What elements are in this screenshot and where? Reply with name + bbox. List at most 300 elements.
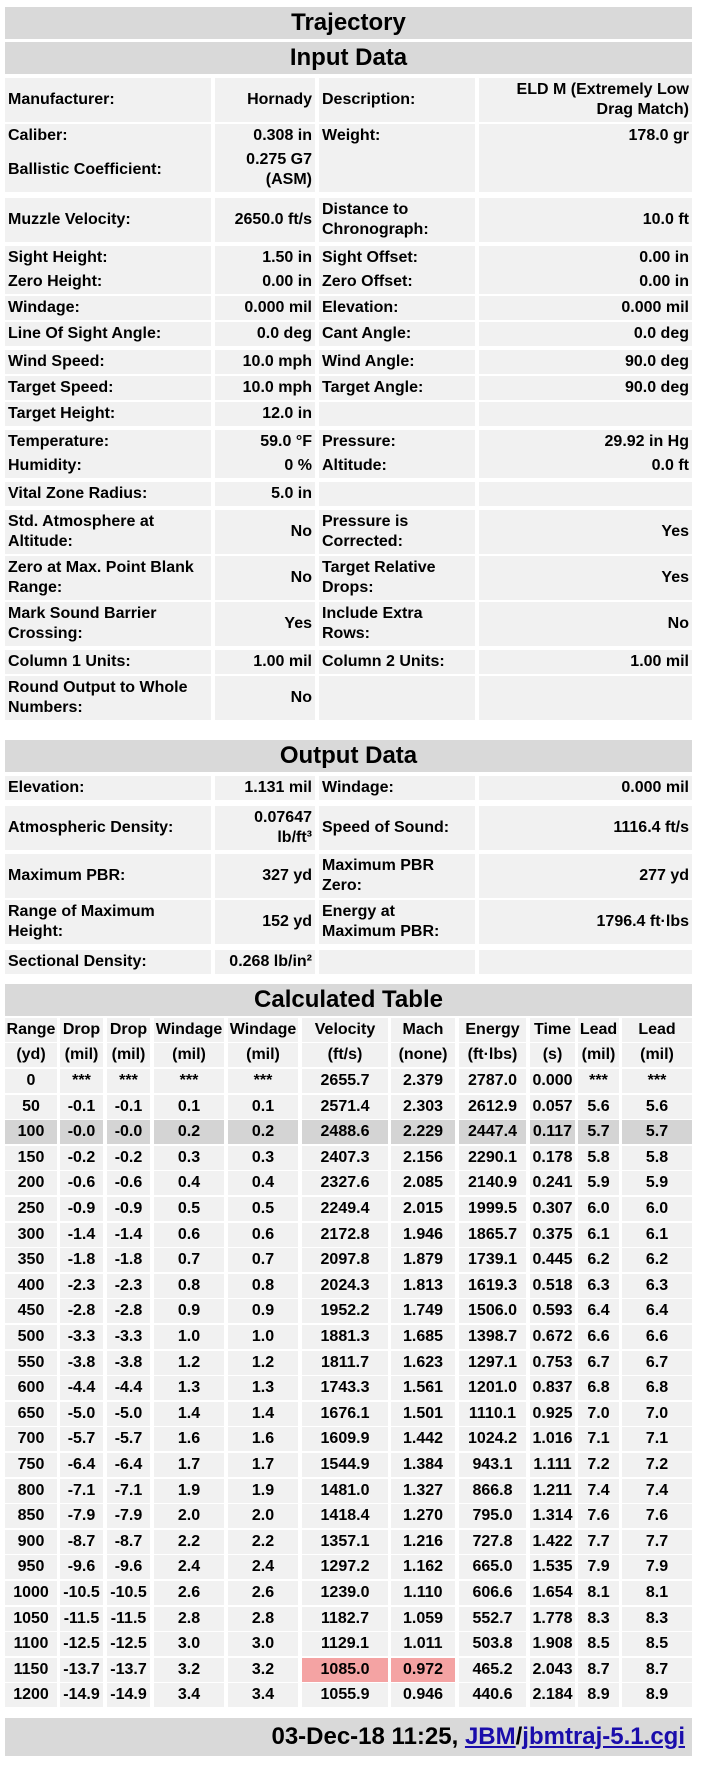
field-label-text: Line Of Sight Angle: — [8, 325, 162, 342]
field-value — [215, 510, 315, 554]
field-label — [5, 854, 211, 898]
field-label — [5, 950, 211, 974]
table-cell: 2.0 — [154, 1504, 224, 1528]
table-cell: 1.813 — [391, 1274, 455, 1298]
field-label — [319, 806, 475, 850]
table-cell: -10.5 — [60, 1581, 103, 1605]
table-cell: 0.518 — [530, 1274, 575, 1298]
table-row — [5, 1581, 692, 1605]
field-value-text: 1.50 in — [262, 249, 312, 266]
field-label-text: Windage: — [8, 299, 80, 316]
table-cell: -2.3 — [107, 1274, 150, 1298]
table-cell: 1.110 — [391, 1581, 455, 1605]
table-cell: 1.3 — [228, 1376, 298, 1400]
field-label — [5, 676, 211, 720]
field-value — [479, 148, 692, 192]
jbm-link[interactable]: JBM — [464, 1723, 516, 1750]
table-row — [5, 1402, 692, 1426]
column-header: Mach — [391, 1018, 455, 1042]
field-label — [319, 482, 475, 506]
table-cell: 3.2 — [154, 1658, 224, 1682]
field-label-text: Altitude: — [322, 457, 387, 474]
table-cell: -2.8 — [107, 1299, 150, 1323]
field-value — [479, 602, 692, 646]
table-cell: 6.8 — [622, 1376, 692, 1400]
table-cell: 2787.0 — [459, 1069, 526, 1093]
table-cell: 0.925 — [530, 1402, 575, 1426]
table-cell: 1.059 — [391, 1607, 455, 1631]
field-value — [215, 776, 315, 800]
column-header: Energy — [459, 1018, 526, 1042]
table-cell: 3.0 — [154, 1632, 224, 1656]
table-cell: *** — [578, 1069, 619, 1093]
field-label — [5, 806, 211, 850]
table-units-row — [5, 1043, 692, 1067]
input-row — [5, 350, 692, 374]
table-cell: 795.0 — [459, 1504, 526, 1528]
field-label-text: Ballistic Coefficient: — [8, 161, 162, 178]
field-label — [319, 402, 475, 426]
table-cell: 6.8 — [578, 1376, 619, 1400]
table-cell: 0.8 — [154, 1274, 224, 1298]
field-label-text: Include Extra Rows: — [322, 605, 423, 642]
table-cell: 0.5 — [228, 1197, 298, 1221]
table-cell: -9.6 — [107, 1555, 150, 1579]
table-cell: -3.8 — [107, 1351, 150, 1375]
table-cell: 8.9 — [622, 1683, 692, 1707]
field-value — [479, 78, 692, 122]
field-label — [319, 270, 475, 294]
table-cell: 2.6 — [154, 1581, 224, 1605]
input-row — [5, 650, 692, 674]
table-cell: 2.015 — [391, 1197, 455, 1221]
field-label — [319, 950, 475, 974]
input-data-heading-text: Input Data — [289, 44, 408, 71]
table-cell: 1129.1 — [302, 1632, 388, 1656]
table-cell: 2140.9 — [459, 1171, 526, 1195]
table-cell: 7.2 — [578, 1453, 619, 1477]
page-title-text: Trajectory — [291, 9, 406, 36]
table-cell: -10.5 — [107, 1581, 150, 1605]
calculated-table-heading-text: Calculated Table — [254, 986, 443, 1013]
field-value — [215, 676, 315, 720]
field-value-text: 0.0 ft — [651, 457, 689, 474]
field-label — [5, 376, 211, 400]
table-cell: -1.4 — [60, 1223, 103, 1247]
table-cell: 1.4 — [154, 1402, 224, 1426]
table-cell: -2.3 — [60, 1274, 103, 1298]
table-cell: 665.0 — [459, 1555, 526, 1579]
table-cell: 1.011 — [391, 1632, 455, 1656]
column-header: (mil) — [228, 1043, 298, 1067]
field-label — [319, 900, 475, 944]
table-cell: -8.7 — [60, 1530, 103, 1554]
field-value-text: 277 yd — [639, 867, 689, 884]
table-cell: -11.5 — [60, 1607, 103, 1631]
table-cell: 800 — [5, 1479, 57, 1503]
table-cell: -0.1 — [107, 1095, 150, 1119]
table-row — [5, 1530, 692, 1554]
field-label-text: Wind Speed: — [8, 353, 105, 370]
table-cell: 2612.9 — [459, 1095, 526, 1119]
table-cell: -0.2 — [60, 1146, 103, 1170]
field-label-text: Vital Zone Radius: — [8, 485, 148, 502]
column-header: Range — [5, 1018, 57, 1042]
table-cell: 6.7 — [622, 1351, 692, 1375]
input-row — [5, 78, 692, 122]
table-cell: 1.9 — [154, 1479, 224, 1503]
table-cell: 1.327 — [391, 1479, 455, 1503]
table-row — [5, 1453, 692, 1477]
field-label-text: Maximum PBR Zero: — [322, 857, 435, 894]
output-row — [5, 806, 692, 850]
input-row — [5, 430, 692, 454]
field-label-text: Maximum PBR: — [8, 867, 126, 884]
table-cell: -7.9 — [60, 1504, 103, 1528]
table-cell: 552.7 — [459, 1607, 526, 1631]
field-label-text: Elevation: — [322, 299, 399, 316]
field-label — [5, 124, 211, 148]
table-cell: -7.1 — [107, 1479, 150, 1503]
table-cell: 1000 — [5, 1581, 57, 1605]
table-cell: 6.3 — [578, 1274, 619, 1298]
field-label-text: Temperature: — [8, 433, 110, 450]
field-value-text: 0.0 deg — [633, 325, 689, 342]
table-cell: 2.303 — [391, 1095, 455, 1119]
table-cell: 1182.7 — [302, 1607, 388, 1631]
field-value — [479, 376, 692, 400]
field-value — [215, 376, 315, 400]
field-value-text: 0.000 mil — [621, 299, 689, 316]
field-value-text: 0.308 in — [253, 127, 312, 144]
field-label — [319, 776, 475, 800]
table-cell: 0.972 — [391, 1658, 455, 1682]
table-cell: 900 — [5, 1530, 57, 1554]
column-header: Lead — [622, 1018, 692, 1042]
table-cell: 8.1 — [578, 1581, 619, 1605]
table-cell: 150 — [5, 1146, 57, 1170]
table-cell: -3.3 — [107, 1325, 150, 1349]
footer-date: 03-Dec-18 11:25, — [271, 1723, 459, 1750]
table-cell: 50 — [5, 1095, 57, 1119]
field-value-text: 90.0 deg — [624, 353, 689, 370]
field-value — [479, 430, 692, 454]
table-cell: 400 — [5, 1274, 57, 1298]
field-label — [319, 430, 475, 454]
table-row — [5, 1479, 692, 1503]
table-cell: 440.6 — [459, 1683, 526, 1707]
table-cell: 7.7 — [622, 1530, 692, 1554]
field-label-text: Description: — [322, 91, 416, 108]
field-value-text: 5.0 in — [271, 485, 312, 502]
table-cell: -5.0 — [107, 1402, 150, 1426]
table-cell: 7.2 — [622, 1453, 692, 1477]
table-cell: 6.4 — [578, 1299, 619, 1323]
field-value — [215, 482, 315, 506]
table-cell: 0.5 — [154, 1197, 224, 1221]
table-cell: 0.4 — [154, 1171, 224, 1195]
field-value — [479, 806, 692, 850]
table-cell: 2.184 — [530, 1683, 575, 1707]
table-row — [5, 1683, 692, 1707]
table-cell: -3.8 — [60, 1351, 103, 1375]
table-cell: 6.2 — [622, 1248, 692, 1272]
column-header: Windage — [154, 1018, 224, 1042]
table-cell: 1024.2 — [459, 1427, 526, 1451]
table-cell: 700 — [5, 1427, 57, 1451]
output-row — [5, 900, 692, 944]
table-cell: 2327.6 — [302, 1171, 388, 1195]
table-cell: 8.9 — [578, 1683, 619, 1707]
table-cell: 2.085 — [391, 1171, 455, 1195]
table-row — [5, 1274, 692, 1298]
field-value-text: 0.07647 lb/ft³ — [254, 809, 312, 846]
input-row — [5, 246, 692, 270]
field-label — [319, 454, 475, 478]
table-cell: 1.6 — [154, 1427, 224, 1451]
table-cell: 2.043 — [530, 1658, 575, 1682]
input-row — [5, 124, 692, 148]
table-cell: 1297.1 — [459, 1351, 526, 1375]
table-cell: 1.501 — [391, 1402, 455, 1426]
table-cell: 1.422 — [530, 1530, 575, 1554]
table-cell: 1.384 — [391, 1453, 455, 1477]
table-cell: -5.7 — [107, 1427, 150, 1451]
table-cell: 1.211 — [530, 1479, 575, 1503]
table-cell: 8.3 — [622, 1607, 692, 1631]
column-header: (mil) — [60, 1043, 103, 1067]
table-cell: 950 — [5, 1555, 57, 1579]
table-cell: 7.6 — [622, 1504, 692, 1528]
field-label — [319, 854, 475, 898]
table-cell: 2.6 — [228, 1581, 298, 1605]
table-cell: -5.0 — [60, 1402, 103, 1426]
field-value — [479, 556, 692, 600]
field-value-text: 29.92 in Hg — [604, 433, 689, 450]
table-cell: 2407.3 — [302, 1146, 388, 1170]
table-cell: 3.0 — [228, 1632, 298, 1656]
table-cell: -14.9 — [60, 1683, 103, 1707]
table-cell: 0.3 — [228, 1146, 298, 1170]
table-cell: *** — [154, 1069, 224, 1093]
output-row — [5, 776, 692, 800]
table-cell: 1.623 — [391, 1351, 455, 1375]
table-cell: -7.1 — [60, 1479, 103, 1503]
column-header: Windage — [228, 1018, 298, 1042]
field-value — [215, 454, 315, 478]
table-header-row — [5, 1018, 692, 1042]
field-label-text: Atmospheric Density: — [8, 819, 174, 836]
input-row — [5, 402, 692, 426]
table-cell: -13.7 — [107, 1658, 150, 1682]
field-label-text: Pressure is Corrected: — [322, 513, 409, 550]
field-label — [5, 556, 211, 600]
table-cell: -14.9 — [107, 1683, 150, 1707]
table-cell: 7.0 — [578, 1402, 619, 1426]
table-cell: -0.6 — [107, 1171, 150, 1195]
field-label — [319, 602, 475, 646]
table-cell: 2447.4 — [459, 1120, 526, 1144]
table-cell: 2.2 — [154, 1530, 224, 1554]
column-header: Lead — [578, 1018, 619, 1042]
table-cell: 7.9 — [622, 1555, 692, 1579]
field-value-text: 1.00 mil — [253, 653, 312, 670]
field-value-text: Yes — [284, 615, 312, 632]
table-cell: 1.778 — [530, 1607, 575, 1631]
field-label-text: Humidity: — [8, 457, 82, 474]
field-label — [5, 776, 211, 800]
table-cell: -0.1 — [60, 1095, 103, 1119]
field-value — [479, 124, 692, 148]
input-row — [5, 148, 692, 192]
column-header: (ft/s) — [302, 1043, 388, 1067]
table-cell: 5.6 — [622, 1095, 692, 1119]
table-cell: 1110.1 — [459, 1402, 526, 1426]
field-label — [5, 510, 211, 554]
table-cell: 200 — [5, 1171, 57, 1195]
table-cell: 1506.0 — [459, 1299, 526, 1323]
field-value-text: 327 yd — [262, 867, 312, 884]
field-value-text: 90.0 deg — [624, 379, 689, 396]
input-row — [5, 296, 692, 320]
field-label — [5, 454, 211, 478]
field-value — [479, 482, 692, 506]
table-cell: 7.4 — [578, 1479, 619, 1503]
column-header: Drop — [107, 1018, 150, 1042]
field-label — [5, 602, 211, 646]
output-data-heading-text: Output Data — [279, 742, 418, 769]
table-cell: -8.7 — [107, 1530, 150, 1554]
field-label-text: Pressure: — [322, 433, 396, 450]
table-cell: 3.4 — [154, 1683, 224, 1707]
field-value-text: Yes — [661, 523, 689, 540]
table-cell: 2.2 — [228, 1530, 298, 1554]
field-label — [319, 676, 475, 720]
input-data-heading — [5, 42, 692, 74]
field-value-text: 0 % — [284, 457, 312, 474]
table-row — [5, 1351, 692, 1375]
table-row — [5, 1146, 692, 1170]
table-cell: 8.1 — [622, 1581, 692, 1605]
field-value-text: No — [290, 689, 312, 706]
field-value-text: 152 yd — [262, 913, 312, 930]
table-cell: 5.8 — [622, 1146, 692, 1170]
field-label-text: Sectional Density: — [8, 953, 147, 970]
field-value — [479, 776, 692, 800]
table-cell: -12.5 — [60, 1632, 103, 1656]
field-label-text: Target Angle: — [322, 379, 424, 396]
table-cell: 1357.1 — [302, 1530, 388, 1554]
table-cell: 2.4 — [228, 1555, 298, 1579]
table-cell: 1150 — [5, 1658, 57, 1682]
field-label-text: Sight Offset: — [322, 249, 418, 266]
field-label-text: Range of Maximum Height: — [8, 903, 155, 940]
table-cell: 1050 — [5, 1607, 57, 1631]
table-cell: 1.016 — [530, 1427, 575, 1451]
field-label-text: Std. Atmosphere at Altitude: — [8, 513, 155, 550]
field-label — [319, 376, 475, 400]
table-cell: 1200 — [5, 1683, 57, 1707]
table-cell: 0.445 — [530, 1248, 575, 1272]
input-row — [5, 322, 692, 346]
column-header: (mil) — [154, 1043, 224, 1067]
table-cell: 2097.8 — [302, 1248, 388, 1272]
table-cell: 8.5 — [578, 1632, 619, 1656]
input-row — [5, 376, 692, 400]
table-cell: 0.7 — [154, 1248, 224, 1272]
table-cell: 650 — [5, 1402, 57, 1426]
field-value — [215, 556, 315, 600]
table-cell: 6.0 — [622, 1197, 692, 1221]
field-value-text: 10.0 mph — [242, 353, 312, 370]
field-label — [319, 246, 475, 270]
field-label-text: Zero at Max. Point Blank Range: — [8, 559, 194, 596]
table-cell: 100 — [5, 1120, 57, 1144]
table-cell: *** — [60, 1069, 103, 1093]
table-cell: 1398.7 — [459, 1325, 526, 1349]
table-cell: 450 — [5, 1299, 57, 1323]
table-cell: 2.229 — [391, 1120, 455, 1144]
table-cell: 866.8 — [459, 1479, 526, 1503]
field-label — [5, 322, 211, 346]
table-cell: 1297.2 — [302, 1555, 388, 1579]
table-cell: 1865.7 — [459, 1223, 526, 1247]
footer — [5, 1718, 692, 1756]
table-cell: -1.4 — [107, 1223, 150, 1247]
table-cell: 0.753 — [530, 1351, 575, 1375]
column-header: (mil) — [578, 1043, 619, 1067]
field-value — [479, 900, 692, 944]
field-value-text: Yes — [661, 569, 689, 586]
field-label-text: Round Output to Whole Numbers: — [8, 679, 188, 716]
field-label-text: Elevation: — [8, 779, 85, 796]
field-value — [215, 78, 315, 122]
table-cell: 1055.9 — [302, 1683, 388, 1707]
table-cell: 1.879 — [391, 1248, 455, 1272]
field-label-text: Distance to Chronograph: — [322, 201, 429, 238]
table-cell: 1201.0 — [459, 1376, 526, 1400]
field-value-text: 1796.4 ft·lbs — [596, 913, 689, 930]
table-cell: 1609.9 — [302, 1427, 388, 1451]
field-value — [215, 148, 315, 192]
table-cell: 1544.9 — [302, 1453, 388, 1477]
field-value — [479, 296, 692, 320]
jbmtraj-link[interactable]: jbmtraj-5.1.cgi — [522, 1723, 685, 1750]
field-label-text: Muzzle Velocity: — [8, 211, 131, 228]
column-header: (mil) — [107, 1043, 150, 1067]
field-label-text: Zero Height: — [8, 273, 103, 290]
table-cell: 2.0 — [228, 1504, 298, 1528]
table-cell: 1.2 — [228, 1351, 298, 1375]
table-cell: 5.9 — [578, 1171, 619, 1195]
field-value — [215, 806, 315, 850]
table-row — [5, 1658, 692, 1682]
column-header: Time — [530, 1018, 575, 1042]
field-label — [5, 296, 211, 320]
output-data-heading — [5, 740, 692, 772]
field-label — [5, 246, 211, 270]
table-cell: -4.4 — [107, 1376, 150, 1400]
field-value — [479, 676, 692, 720]
table-cell: 600 — [5, 1376, 57, 1400]
table-cell: 1.442 — [391, 1427, 455, 1451]
table-cell: 6.6 — [622, 1325, 692, 1349]
table-cell: 1.3 — [154, 1376, 224, 1400]
table-cell: 0.3 — [154, 1146, 224, 1170]
table-cell: 8.5 — [622, 1632, 692, 1656]
table-cell: 1418.4 — [302, 1504, 388, 1528]
field-label-text: Target Speed: — [8, 379, 114, 396]
